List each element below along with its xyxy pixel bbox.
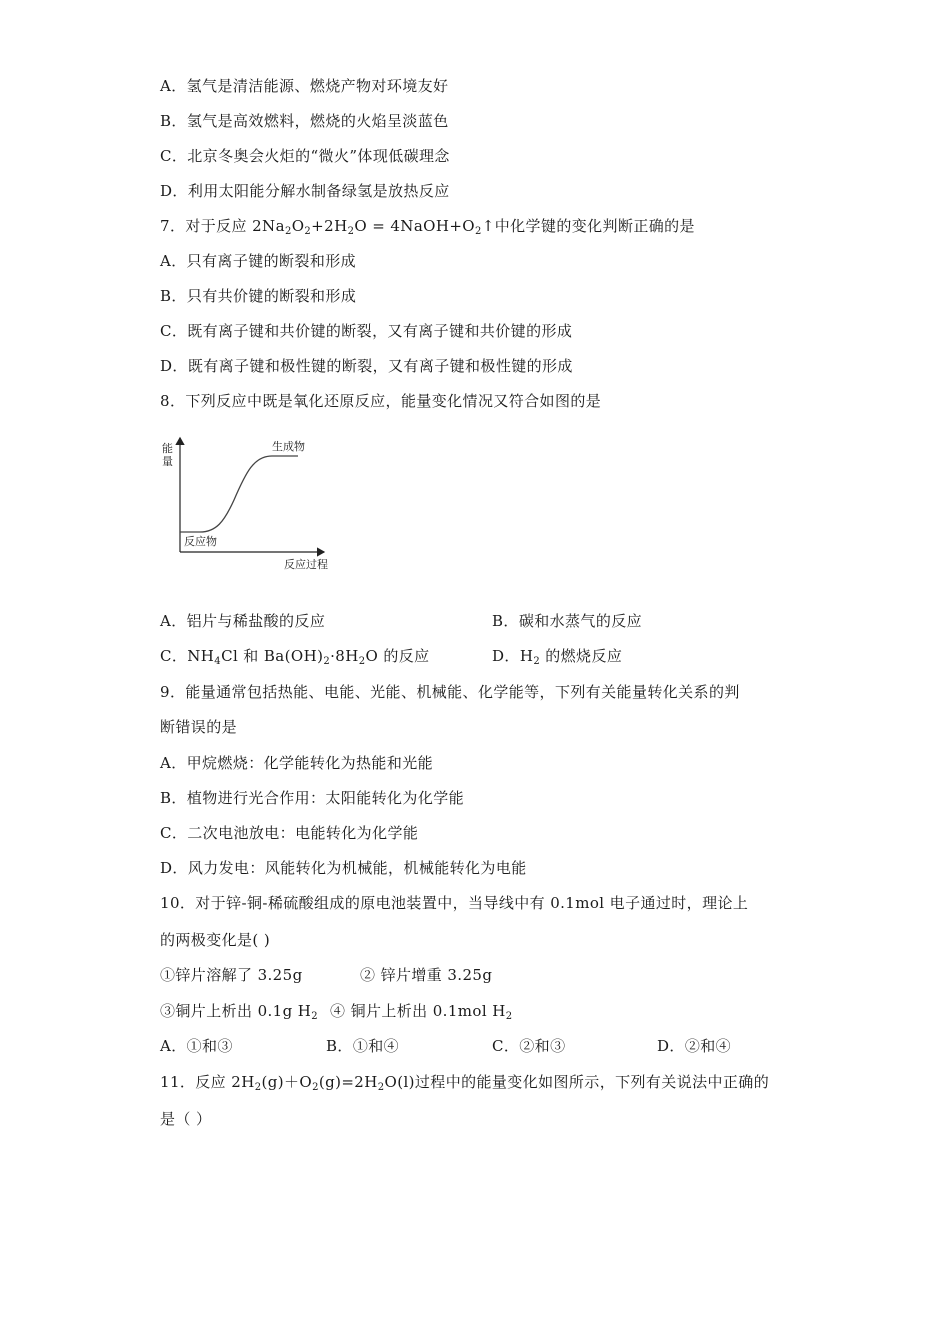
q10-option-a: A．①和③	[160, 1037, 233, 1055]
q7-option-b: B．只有共价键的断裂和形成	[160, 287, 357, 305]
q10-stem-line2: 的两极变化是( )	[160, 931, 271, 949]
energy-curve	[180, 456, 298, 532]
q9-option-c: C．二次电池放电：电能转化为化学能	[160, 824, 419, 842]
energy-diagram	[158, 432, 338, 580]
q6-option-a: A．氢气是清洁能源、燃烧产物对环境友好	[160, 77, 449, 95]
q9-stem-line2: 断错误的是	[160, 718, 238, 736]
y-axis-label-1: 能	[162, 442, 173, 455]
q7-option-a: A．只有离子键的断裂和形成	[160, 252, 357, 270]
q8-option-b: B．碳和水蒸气的反应	[492, 612, 643, 630]
q10-option-d: D．②和④	[657, 1037, 732, 1055]
q9-option-d: D．风力发电：风能转化为机械能，机械能转化为电能	[160, 859, 527, 877]
q10-statement-4: ④ 铜片上析出 0.1mol $H_2$	[330, 1002, 513, 1022]
q10-statement-3: ③铜片上析出 0.1g $H_2$	[160, 1002, 319, 1022]
q9-option-a: A．甲烷燃烧：化学能转化为热能和光能	[160, 754, 434, 772]
products-label: 生成物	[272, 440, 305, 453]
y-axis-label-2: 量	[162, 455, 173, 468]
q8-option-d: D．$H_2$ 的燃烧反应	[492, 647, 623, 667]
q7-stem: 7．对于反应 $2Na_2O_2+2H_2O$ = $4NaOH+O_2↑$中化学键的变化判断正确的是	[160, 217, 695, 237]
q8-stem: 8．下列反应中既是氧化还原反应，能量变化情况又符合如图的是	[160, 392, 602, 410]
q10-statement-1: ①锌片溶解了 3.25g	[160, 966, 303, 984]
q10-option-c: C．②和③	[492, 1037, 566, 1055]
q10-option-b: B．①和④	[326, 1037, 400, 1055]
energy-diagram-svg	[158, 432, 338, 580]
q6-option-c: C．北京冬奥会火炬的“微火”体现低碳理念	[160, 147, 450, 165]
q7-option-c: C．既有离子键和共价键的断裂，又有离子键和共价键的形成	[160, 322, 573, 340]
q9-option-b: B．植物进行光合作用：太阳能转化为化学能	[160, 789, 465, 807]
q8-option-c: C．$NH_4Cl$ 和 $Ba(OH)_2\cdot 8H_2O$ 的反应	[160, 647, 430, 667]
x-axis-label: 反应过程	[284, 558, 328, 571]
q10-statement-2: ② 锌片增重 3.25g	[360, 966, 493, 984]
q11-stem-line1: 11．反应 $2H_2(g)+O_2(g)=2H_2O(l)$过程中的能量变化如图所示，下列有关说法中正确的	[160, 1073, 770, 1093]
q11-stem-line2: 是（ ）	[160, 1110, 212, 1128]
q9-stem-line1: 9．能量通常包括热能、电能、光能、机械能、化学能等，下列有关能量转化关系的判	[160, 683, 740, 701]
q6-option-d: D．利用太阳能分解水制备绿氢是放热反应	[160, 182, 450, 200]
q10-stem-line1: 10．对于锌-铜-稀硫酸组成的原电池装置中，当导线中有 0.1mol 电子通过时，理论上	[160, 894, 749, 912]
reactants-label: 反应物	[184, 535, 217, 548]
q6-option-b: B．氢气是高效燃料，燃烧的火焰呈淡蓝色	[160, 112, 449, 130]
q7-option-d: D．既有离子键和极性键的断裂，又有离子键和极性键的形成	[160, 357, 573, 375]
q8-option-a: A．铝片与稀盐酸的反应	[160, 612, 326, 630]
